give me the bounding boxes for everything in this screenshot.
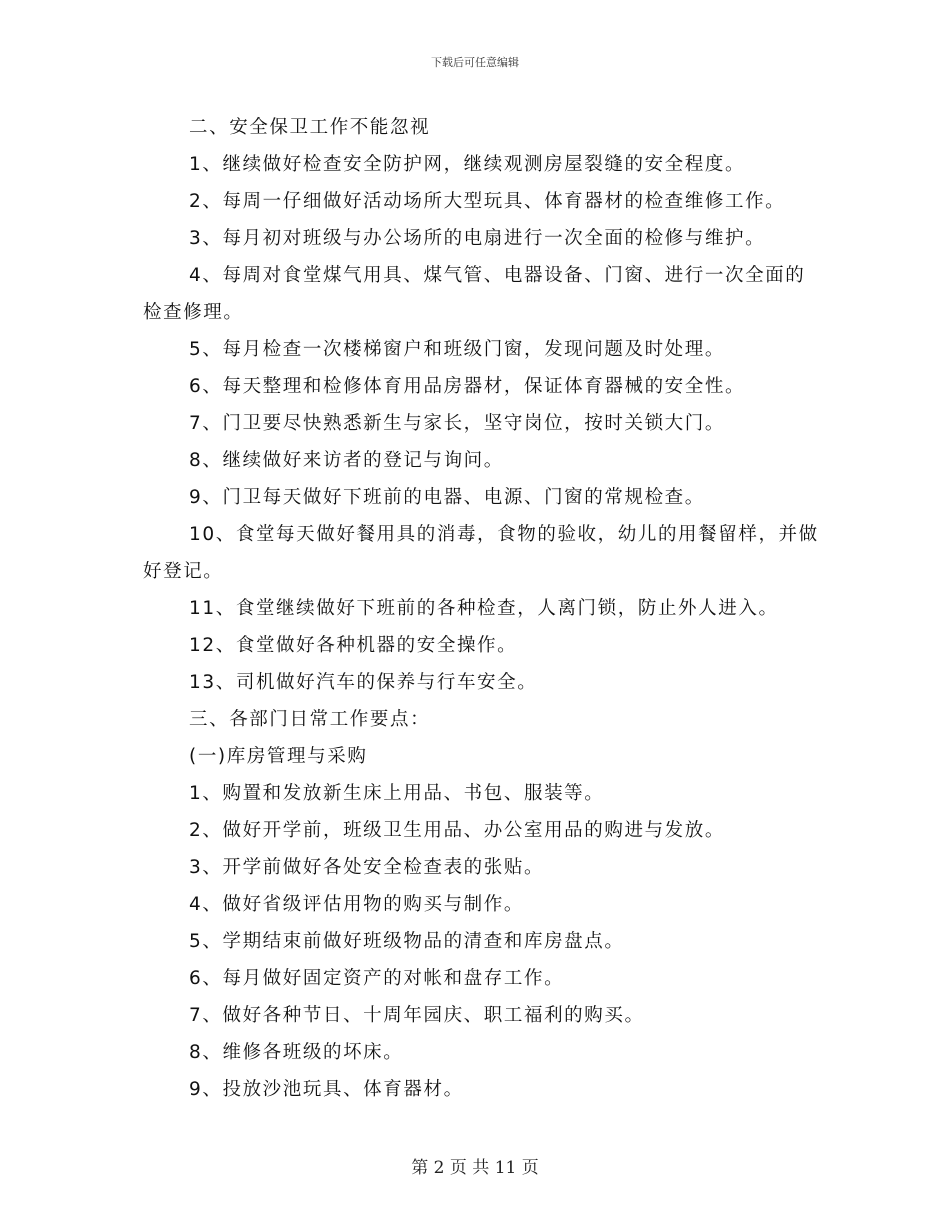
list-item: 6、每天整理和检修体育用品房器材，保证体育器械的安全性。 [189,376,746,397]
subsection-heading: (一)库房管理与采购 [189,746,368,767]
list-item: 5、每月检查一次楼梯窗户和班级门窗，发现问题及时处理。 [189,339,725,360]
list-item: 12、食堂做好各种机器的安全操作。 [189,635,518,656]
list-item: 3、开学前做好各处安全检查表的张贴。 [189,857,545,878]
list-item: 5、学期结束前做好班级物品的清查和库房盘点。 [189,931,625,952]
list-item: 1、继续做好检查安全防护网，继续观测房屋裂缝的安全程度。 [189,154,746,175]
list-item: 13、司机做好汽车的保养与行车安全。 [189,672,538,693]
list-item: 7、门卫要尽快熟悉新生与家长，坚守岗位，按时关锁大门。 [189,413,725,434]
list-item: 8、维修各班级的坏床。 [189,1042,404,1063]
section-heading: 三、各部门日常工作要点： [189,709,431,730]
list-item: 4、每周对食堂煤气用具、煤气管、电器设备、门窗、进行一次全面的检查修理。 [143,265,806,323]
list-item: 4、做好省级评估用物的购买与制作。 [189,894,524,915]
document-body [143,109,823,1108]
list-item: 9、投放沙池玩具、体育器材。 [189,1079,464,1100]
list-item: 1、购置和发放新生床上用品、书包、服装等。 [189,783,605,804]
page-header: 下载后可任意编辑 [431,56,519,69]
list-item: 3、每月初对班级与办公场所的电扇进行一次全面的检修与维护。 [189,228,766,249]
list-item: 2、做好开学前，班级卫生用品、办公室用品的购进与发放。 [189,820,725,841]
list-item: 11、食堂继续做好下班前的各种检查，人离门锁，防止外人进入。 [189,598,779,619]
list-item: 6、每月做好固定资产的对帐和盘存工作。 [189,968,565,989]
section-heading: 二、安全保卫工作不能忽视 [189,117,431,138]
list-item: 9、门卫每天做好下班前的电器、电源、门窗的常规检查。 [189,487,705,508]
page-footer: 第 2 页 共 11 页 [411,1158,539,1178]
list-item: 10、食堂每天做好餐用具的消毒，食物的验收，幼儿的用餐留样，并做好登记。 [143,524,819,582]
list-item: 7、做好各种节日、十周年园庆、职工福利的购买。 [189,1005,645,1026]
list-item: 2、每周一仔细做好活动场所大型玩具、体育器材的检查维修工作。 [189,191,786,212]
list-item: 8、继续做好来访者的登记与询问。 [189,450,504,471]
